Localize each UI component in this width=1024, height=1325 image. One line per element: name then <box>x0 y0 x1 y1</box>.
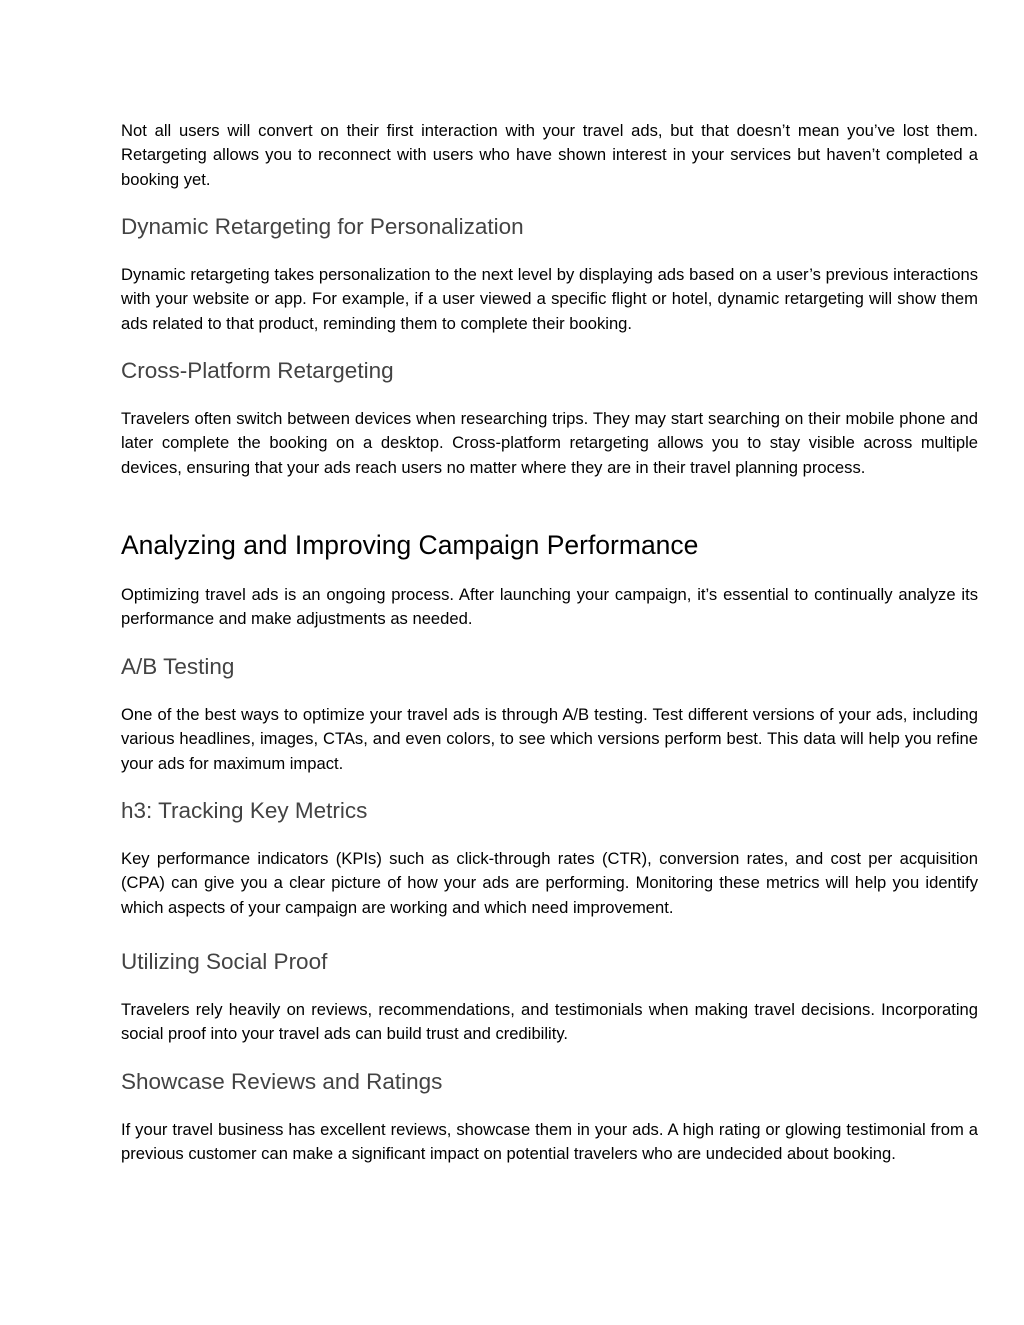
cross-platform-heading: Cross-Platform Retargeting <box>121 358 394 383</box>
analyzing-paragraph: Optimizing travel ads is an ongoing process. After launching your campaign, it’s essential to continually analyze its performance and make adjustments as needed. <box>121 585 978 629</box>
ab-testing-heading: A/B Testing <box>121 654 235 679</box>
intro-paragraph: Not all users will convert on their first interaction with your travel ads, but that doesn’t mean you’ve lost them. Retargeting allows you to reconnect with users who have shown interest in your services but haven’t completed a booking yet. <box>121 121 978 189</box>
reviews-ratings-paragraph: If your travel business has excellent reviews, showcase them in your ads. A high rating or glowing testimonial from a previous customer can make a significant impact on potential travelers who are undecided about booking. <box>121 1120 978 1164</box>
dynamic-retargeting-paragraph: Dynamic retargeting takes personalization to the next level by displaying ads based on a user’s previous interactions with your website or app. For example, if a user viewed a specific flight or hotel, dynamic retargeting will show them ads related to that product, reminding them to complete their booking. <box>121 265 978 333</box>
tracking-metrics-paragraph: Key performance indicators (KPIs) such as click-through rates (CTR), conversion rates, and cost per acquisition (CPA) can give you a clear picture of how your ads are performing. Monitoring these metrics will help you identify which aspects of your campaign are working and which need improvement. <box>121 849 978 917</box>
dynamic-retargeting-heading: Dynamic Retargeting for Personalization <box>121 214 524 239</box>
social-proof-paragraph: Travelers rely heavily on reviews, recommendations, and testimonials when making travel decisions. Incorporating social proof into your travel ads can build trust and credibility. <box>121 1000 978 1044</box>
ab-testing-paragraph: One of the best ways to optimize your travel ads is through A/B testing. Test different versions of your ads, including various headlines, images, CTAs, and even colors, to see which versions perform best. This data will help you refine your ads for maximum impact. <box>121 705 978 773</box>
analyzing-section-heading: Analyzing and Improving Campaign Performance <box>121 530 699 560</box>
cross-platform-paragraph: Travelers often switch between devices when researching trips. They may start searching on their mobile phone and later complete the booking on a desktop. Cross-platform retargeting allows you to stay visible across multiple devices, ensuring that your ads reach users no matter where they are in their travel planning process. <box>121 409 978 477</box>
social-proof-heading: Utilizing Social Proof <box>121 949 328 974</box>
tracking-metrics-heading: h3: Tracking Key Metrics <box>121 798 368 823</box>
reviews-ratings-heading: Showcase Reviews and Ratings <box>121 1069 443 1094</box>
